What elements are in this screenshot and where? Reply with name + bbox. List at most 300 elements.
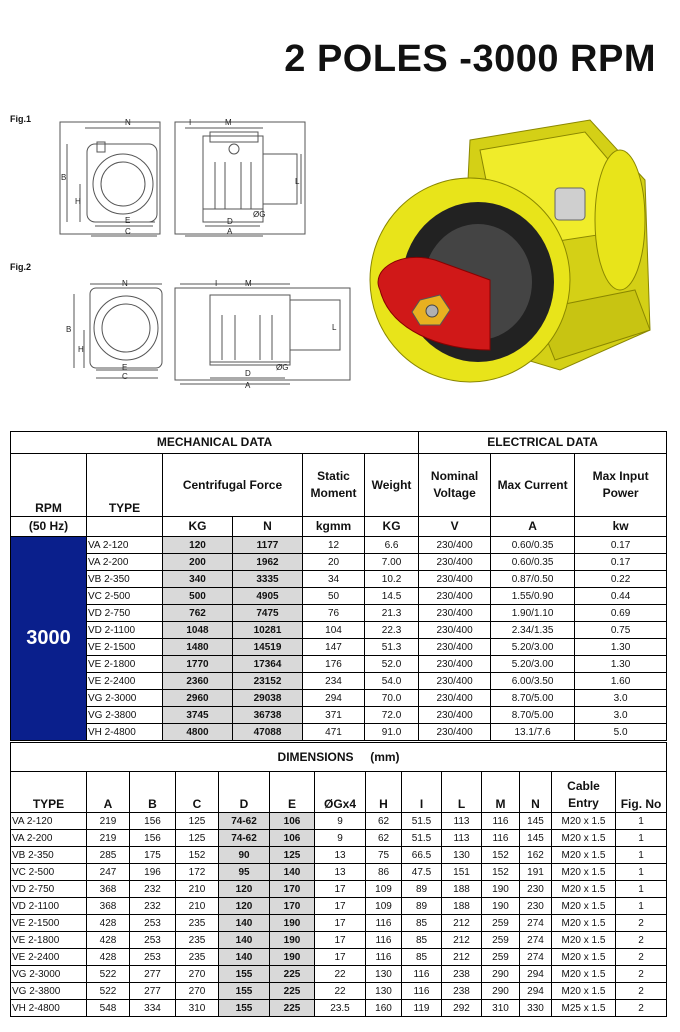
dim-cell-fig: 1: [616, 864, 667, 881]
mech-cell-v: 230/400: [419, 605, 491, 622]
dim-cell-b: 175: [130, 847, 176, 864]
dim-cell-b: 253: [130, 932, 176, 949]
mech-cell-v: 230/400: [419, 588, 491, 605]
fig2-dim-label-m: M: [245, 280, 252, 288]
dim-cell-l: 113: [442, 830, 482, 847]
dim-cell-cable: M20 x 1.5: [552, 864, 616, 881]
dim-cell-type: VG 2-3000: [11, 966, 87, 983]
dim-cell-e: 225: [270, 1000, 315, 1017]
dim-cell-e: 225: [270, 983, 315, 1000]
dim-row: [11, 813, 667, 830]
mech-cell-v: 230/400: [419, 571, 491, 588]
dim-cell-cable: M20 x 1.5: [552, 813, 616, 830]
dim-cell-i: 85: [402, 949, 442, 966]
dim-cell-i: 51.5: [402, 830, 442, 847]
dim-cell-e: 190: [270, 932, 315, 949]
dim-row: [11, 864, 667, 881]
mech-cell-v: 230/400: [419, 724, 491, 741]
mech-cell-kgmm: 147: [303, 639, 365, 656]
dim-cell-g: 22: [315, 966, 366, 983]
mech-cell-type: VH 2-4800: [87, 724, 163, 741]
dim-row: [11, 932, 667, 949]
mech-cell-weight: 72.0: [365, 707, 419, 724]
mech-cell-weight: 14.5: [365, 588, 419, 605]
mech-cell-weight: 52.0: [365, 656, 419, 673]
dim-cell-a: 428: [87, 932, 130, 949]
dim-cell-h: 75: [366, 847, 402, 864]
vibrator-motor-image: [360, 100, 660, 420]
dim-cell-l: 238: [442, 966, 482, 983]
dim-row: [11, 949, 667, 966]
fig2-dim-label-i: I: [215, 280, 218, 288]
dim-cell-g: 9: [315, 830, 366, 847]
mech-cell-a: 8.70/5.00: [491, 707, 575, 724]
dim-cell-d: 74-62: [219, 813, 270, 830]
dim-cell-d: 120: [219, 898, 270, 915]
dim-cell-g: 17: [315, 881, 366, 898]
dim-cell-fig: 1: [616, 881, 667, 898]
mech-cell-type: VA 2-200: [87, 554, 163, 571]
dim-cell-e: 170: [270, 898, 315, 915]
fig2-dim-label-c: C: [122, 372, 128, 381]
dim-cell-m: 259: [482, 915, 520, 932]
rpm-value-cell: 3000: [11, 537, 87, 741]
mech-cell-kg: 4800: [163, 724, 233, 741]
mech-cell-kg: 120: [163, 537, 233, 554]
mech-cell-n: 29038: [233, 690, 303, 707]
dim-cell-c: 152: [176, 847, 219, 864]
fig2-dim-label-a: A: [245, 381, 251, 390]
mech-cell-n: 36738: [233, 707, 303, 724]
dim-cell-c: 235: [176, 932, 219, 949]
mech-cell-kg: 1480: [163, 639, 233, 656]
mech-cell-v: 230/400: [419, 639, 491, 656]
dim-cell-cable: M20 x 1.5: [552, 949, 616, 966]
mech-cell-a: 0.60/0.35: [491, 554, 575, 571]
dim-cell-a: 548: [87, 1000, 130, 1017]
dim-cell-type: VA 2-200: [11, 830, 87, 847]
dim-cell-e: 170: [270, 881, 315, 898]
dim-cell-a: 247: [87, 864, 130, 881]
dim-label-a: A: [227, 227, 233, 236]
mech-cell-kgmm: 471: [303, 724, 365, 741]
mech-cell-type: VE 2-1500: [87, 639, 163, 656]
dim-cell-b: 253: [130, 915, 176, 932]
dim-row: [11, 898, 667, 915]
dim-cell-n: 191: [520, 864, 552, 881]
dim-cell-m: 259: [482, 932, 520, 949]
dim-cell-l: 188: [442, 881, 482, 898]
mech-cell-kg: 1770: [163, 656, 233, 673]
dim-cell-h: 109: [366, 881, 402, 898]
dim-cell-g: 13: [315, 847, 366, 864]
mech-cell-kw: 1.30: [575, 656, 667, 673]
mech-cell-kw: 0.75: [575, 622, 667, 639]
dim-cell-n: 274: [520, 949, 552, 966]
dim-cell-fig: 1: [616, 813, 667, 830]
mech-cell-kg: 762: [163, 605, 233, 622]
mech-cell-kgmm: 50: [303, 588, 365, 605]
page-title: 2 POLES -3000 RPM: [284, 38, 656, 80]
mech-cell-a: 0.60/0.35: [491, 537, 575, 554]
dim-cell-c: 125: [176, 813, 219, 830]
mech-cell-type: VD 2-750: [87, 605, 163, 622]
dim-cell-fig: 2: [616, 966, 667, 983]
dim-cell-b: 232: [130, 881, 176, 898]
dim-cell-fig: 2: [616, 983, 667, 1000]
dim-cell-d: 140: [219, 915, 270, 932]
mech-cell-kg: 340: [163, 571, 233, 588]
dim-cell-m: 116: [482, 813, 520, 830]
unit-v: V: [419, 517, 491, 537]
unit-n: N: [233, 517, 303, 537]
dim-cell-e: 225: [270, 966, 315, 983]
dim-cell-b: 196: [130, 864, 176, 881]
dim-cell-a: 428: [87, 949, 130, 966]
dim-header-e: E: [270, 772, 315, 813]
dim-cell-a: 285: [87, 847, 130, 864]
fig2-dim-label-n: N: [122, 280, 128, 288]
dim-cell-cable: M20 x 1.5: [552, 966, 616, 983]
fig2-dim-label-e: E: [122, 363, 128, 372]
dim-cell-h: 116: [366, 915, 402, 932]
dim-header-l: L: [442, 772, 482, 813]
dim-cell-d: 155: [219, 966, 270, 983]
mech-row: [11, 707, 667, 724]
dim-cell-a: 368: [87, 881, 130, 898]
dim-cell-fig: 2: [616, 915, 667, 932]
dim-cell-d: 90: [219, 847, 270, 864]
mech-cell-n: 10281: [233, 622, 303, 639]
dim-cell-b: 232: [130, 898, 176, 915]
header-nominal-voltage: Nominal Voltage: [419, 454, 491, 517]
dim-cell-g: 22: [315, 983, 366, 1000]
dim-cell-e: 140: [270, 864, 315, 881]
dim-header-h: H: [366, 772, 402, 813]
dim-cell-b: 156: [130, 813, 176, 830]
mech-row: [11, 724, 667, 741]
mechanical-electrical-table: [10, 431, 667, 741]
dim-cell-n: 274: [520, 932, 552, 949]
dim-cell-type: VA 2-120: [11, 813, 87, 830]
dim-cell-l: 212: [442, 915, 482, 932]
header-type: TYPE: [87, 454, 163, 517]
mech-cell-kw: 0.22: [575, 571, 667, 588]
dim-cell-i: 116: [402, 983, 442, 1000]
header-weight: Weight: [365, 454, 419, 517]
dim-cell-l: 130: [442, 847, 482, 864]
fig2-dim-label-d: D: [245, 369, 251, 378]
mech-cell-kg: 2360: [163, 673, 233, 690]
mech-cell-kw: 3.0: [575, 690, 667, 707]
dim-cell-m: 290: [482, 966, 520, 983]
dim-cell-l: 212: [442, 932, 482, 949]
mech-cell-a: 1.55/0.90: [491, 588, 575, 605]
dim-label-n: N: [125, 118, 131, 127]
dim-cell-fig: 2: [616, 1000, 667, 1017]
mech-cell-n: 14519: [233, 639, 303, 656]
dim-cell-type: VE 2-2400: [11, 949, 87, 966]
dim-cell-n: 294: [520, 966, 552, 983]
dim-cell-n: 294: [520, 983, 552, 1000]
dim-cell-a: 428: [87, 915, 130, 932]
dim-cell-fig: 1: [616, 898, 667, 915]
mech-cell-kw: 1.60: [575, 673, 667, 690]
dim-label-b: B: [61, 173, 67, 182]
dim-cell-h: 86: [366, 864, 402, 881]
mech-cell-a: 13.1/7.6: [491, 724, 575, 741]
mech-cell-n: 3335: [233, 571, 303, 588]
mech-cell-type: VE 2-2400: [87, 673, 163, 690]
unit-kg: KG: [163, 517, 233, 537]
dim-cell-type: VG 2-3800: [11, 983, 87, 1000]
dim-cell-m: 152: [482, 847, 520, 864]
mech-cell-kgmm: 104: [303, 622, 365, 639]
mech-cell-kw: 5.0: [575, 724, 667, 741]
dim-cell-m: 116: [482, 830, 520, 847]
dim-header-a: A: [87, 772, 130, 813]
dim-cell-d: 140: [219, 932, 270, 949]
mech-cell-kgmm: 12: [303, 537, 365, 554]
mech-cell-type: VB 2-350: [87, 571, 163, 588]
dim-cell-d: 74-62: [219, 830, 270, 847]
mech-cell-weight: 70.0: [365, 690, 419, 707]
dim-cell-fig: 2: [616, 932, 667, 949]
fig2-dim-label-g: ØG: [276, 363, 289, 372]
dim-cell-i: 119: [402, 1000, 442, 1017]
mech-cell-v: 230/400: [419, 690, 491, 707]
dim-cell-b: 277: [130, 983, 176, 1000]
mech-cell-v: 230/400: [419, 554, 491, 571]
dim-cell-cable: M20 x 1.5: [552, 898, 616, 915]
fig2-dim-label-b: B: [66, 325, 72, 334]
dim-cell-cable: M20 x 1.5: [552, 983, 616, 1000]
dim-cell-n: 274: [520, 915, 552, 932]
dim-cell-h: 130: [366, 966, 402, 983]
dim-cell-a: 368: [87, 898, 130, 915]
dim-cell-g: 17: [315, 915, 366, 932]
mech-cell-n: 7475: [233, 605, 303, 622]
dim-cell-h: 62: [366, 813, 402, 830]
dim-cell-n: 145: [520, 830, 552, 847]
dim-row: [11, 830, 667, 847]
dim-cell-h: 116: [366, 949, 402, 966]
dim-cell-i: 66.5: [402, 847, 442, 864]
dim-row: [11, 983, 667, 1000]
dim-row: [11, 1000, 667, 1017]
dim-cell-n: 145: [520, 813, 552, 830]
mech-cell-a: 5.20/3.00: [491, 639, 575, 656]
mech-cell-n: 1177: [233, 537, 303, 554]
dim-cell-e: 106: [270, 813, 315, 830]
header-centrifugal-force: Centrifugal Force: [163, 454, 303, 517]
dim-cell-h: 160: [366, 1000, 402, 1017]
mech-cell-a: 6.00/3.50: [491, 673, 575, 690]
mech-cell-v: 230/400: [419, 656, 491, 673]
fig2-label: Fig.2: [10, 262, 32, 272]
dim-cell-cable: M20 x 1.5: [552, 915, 616, 932]
dim-cell-d: 120: [219, 881, 270, 898]
dim-cell-g: 9: [315, 813, 366, 830]
dim-cell-type: VE 2-1500: [11, 915, 87, 932]
mech-row: [11, 571, 667, 588]
dim-cell-type: VC 2-500: [11, 864, 87, 881]
header-rpm: RPM: [11, 454, 87, 517]
header-max-current: Max Current: [491, 454, 575, 517]
dim-label-g: ØG: [253, 210, 266, 219]
fig2-dim-label-h: H: [78, 345, 84, 354]
dim-cell-a: 219: [87, 813, 130, 830]
dim-cell-i: 85: [402, 915, 442, 932]
mech-row: [11, 673, 667, 690]
mech-cell-kgmm: 20: [303, 554, 365, 571]
dim-cell-i: 51.5: [402, 813, 442, 830]
dim-cell-m: 290: [482, 983, 520, 1000]
dim-cell-l: 151: [442, 864, 482, 881]
dim-cell-type: VB 2-350: [11, 847, 87, 864]
dim-cell-cable: M25 x 1.5: [552, 1000, 616, 1017]
mech-cell-kw: 1.30: [575, 639, 667, 656]
dim-cell-d: 95: [219, 864, 270, 881]
dim-cell-d: 155: [219, 983, 270, 1000]
fig2-dim-label-l: L: [332, 323, 337, 332]
dim-cell-n: 230: [520, 881, 552, 898]
unit-rpm: (50 Hz): [11, 517, 87, 537]
dim-cell-type: VD 2-1100: [11, 898, 87, 915]
dim-cell-g: 13: [315, 864, 366, 881]
dim-row: [11, 847, 667, 864]
mech-cell-n: 23152: [233, 673, 303, 690]
dim-cell-e: 125: [270, 847, 315, 864]
dim-cell-d: 155: [219, 1000, 270, 1017]
dim-cell-m: 310: [482, 1000, 520, 1017]
dim-cell-c: 125: [176, 830, 219, 847]
dim-label-m: M: [225, 118, 232, 127]
header-max-input-power: Max Input Power: [575, 454, 667, 517]
mech-cell-v: 230/400: [419, 537, 491, 554]
dim-cell-fig: 1: [616, 830, 667, 847]
mech-row: [11, 622, 667, 639]
dim-cell-g: 17: [315, 932, 366, 949]
mechanical-data-title: MECHANICAL DATA: [11, 432, 419, 454]
mech-cell-weight: 22.3: [365, 622, 419, 639]
dim-cell-b: 277: [130, 966, 176, 983]
mech-cell-kw: 0.17: [575, 537, 667, 554]
dim-cell-h: 116: [366, 932, 402, 949]
dim-cell-b: 253: [130, 949, 176, 966]
dim-header-n: N: [520, 772, 552, 813]
unit-kw: kw: [575, 517, 667, 537]
mech-cell-a: 5.20/3.00: [491, 656, 575, 673]
dim-label-i: I: [189, 118, 192, 127]
mech-cell-n: 4905: [233, 588, 303, 605]
dim-cell-c: 210: [176, 881, 219, 898]
mech-cell-weight: 54.0: [365, 673, 419, 690]
mech-cell-weight: 6.6: [365, 537, 419, 554]
header-static-moment: Static Moment: [303, 454, 365, 517]
dim-cell-m: 190: [482, 881, 520, 898]
dim-cell-c: 210: [176, 898, 219, 915]
dim-label-c: C: [125, 227, 131, 236]
mech-row: [11, 690, 667, 707]
dim-cell-n: 330: [520, 1000, 552, 1017]
dim-cell-m: 190: [482, 898, 520, 915]
dim-cell-cable: M20 x 1.5: [552, 932, 616, 949]
dim-cell-c: 270: [176, 966, 219, 983]
mech-cell-kgmm: 76: [303, 605, 365, 622]
mech-cell-kw: 0.44: [575, 588, 667, 605]
dim-row: [11, 966, 667, 983]
dim-label-l: L: [295, 177, 300, 186]
dim-cell-a: 522: [87, 983, 130, 1000]
mech-cell-kgmm: 234: [303, 673, 365, 690]
dim-cell-cable: M20 x 1.5: [552, 830, 616, 847]
mech-row: [11, 639, 667, 656]
dim-cell-h: 130: [366, 983, 402, 1000]
mech-cell-kgmm: 371: [303, 707, 365, 724]
dim-cell-c: 235: [176, 949, 219, 966]
dimensions-table: [10, 742, 667, 1017]
mech-cell-n: 17364: [233, 656, 303, 673]
unit-kgmm: kgmm: [303, 517, 365, 537]
dim-cell-d: 140: [219, 949, 270, 966]
dim-header-g: ØGx4: [315, 772, 366, 813]
dim-cell-cable: M20 x 1.5: [552, 847, 616, 864]
dim-cell-i: 89: [402, 881, 442, 898]
mech-cell-type: VG 2-3000: [87, 690, 163, 707]
mech-row: [11, 554, 667, 571]
mech-cell-type: VD 2-1100: [87, 622, 163, 639]
mech-cell-kw: 0.17: [575, 554, 667, 571]
mech-cell-kg: 3745: [163, 707, 233, 724]
mech-row: [11, 656, 667, 673]
unit-a: A: [491, 517, 575, 537]
fig1-drawing: [55, 114, 315, 244]
mech-cell-weight: 10.2: [365, 571, 419, 588]
fig2-drawing: [60, 280, 360, 390]
dim-header-type: TYPE: [11, 772, 87, 813]
dim-cell-l: 113: [442, 813, 482, 830]
dim-cell-fig: 1: [616, 847, 667, 864]
dim-cell-c: 270: [176, 983, 219, 1000]
dim-cell-h: 62: [366, 830, 402, 847]
dim-cell-fig: 2: [616, 949, 667, 966]
dim-cell-c: 235: [176, 915, 219, 932]
unit-weight: KG: [365, 517, 419, 537]
dim-header-d: D: [219, 772, 270, 813]
dim-cell-type: VD 2-750: [11, 881, 87, 898]
dim-header-c: C: [176, 772, 219, 813]
mech-cell-n: 47088: [233, 724, 303, 741]
unit-type-blank: [87, 517, 163, 537]
dimensions-unit: (mm): [370, 749, 400, 764]
mech-cell-a: 1.90/1.10: [491, 605, 575, 622]
dim-header-m: M: [482, 772, 520, 813]
fig1-label: Fig.1: [10, 114, 32, 124]
dimensions-title: [11, 743, 667, 772]
dim-cell-l: 292: [442, 1000, 482, 1017]
mech-cell-v: 230/400: [419, 707, 491, 724]
dim-cell-g: 17: [315, 898, 366, 915]
dim-cell-e: 190: [270, 949, 315, 966]
mech-cell-type: VG 2-3800: [87, 707, 163, 724]
dim-cell-n: 230: [520, 898, 552, 915]
dim-cell-c: 172: [176, 864, 219, 881]
mech-row: [11, 588, 667, 605]
mech-cell-kg: 500: [163, 588, 233, 605]
dim-label-d: D: [227, 217, 233, 226]
dim-cell-h: 109: [366, 898, 402, 915]
